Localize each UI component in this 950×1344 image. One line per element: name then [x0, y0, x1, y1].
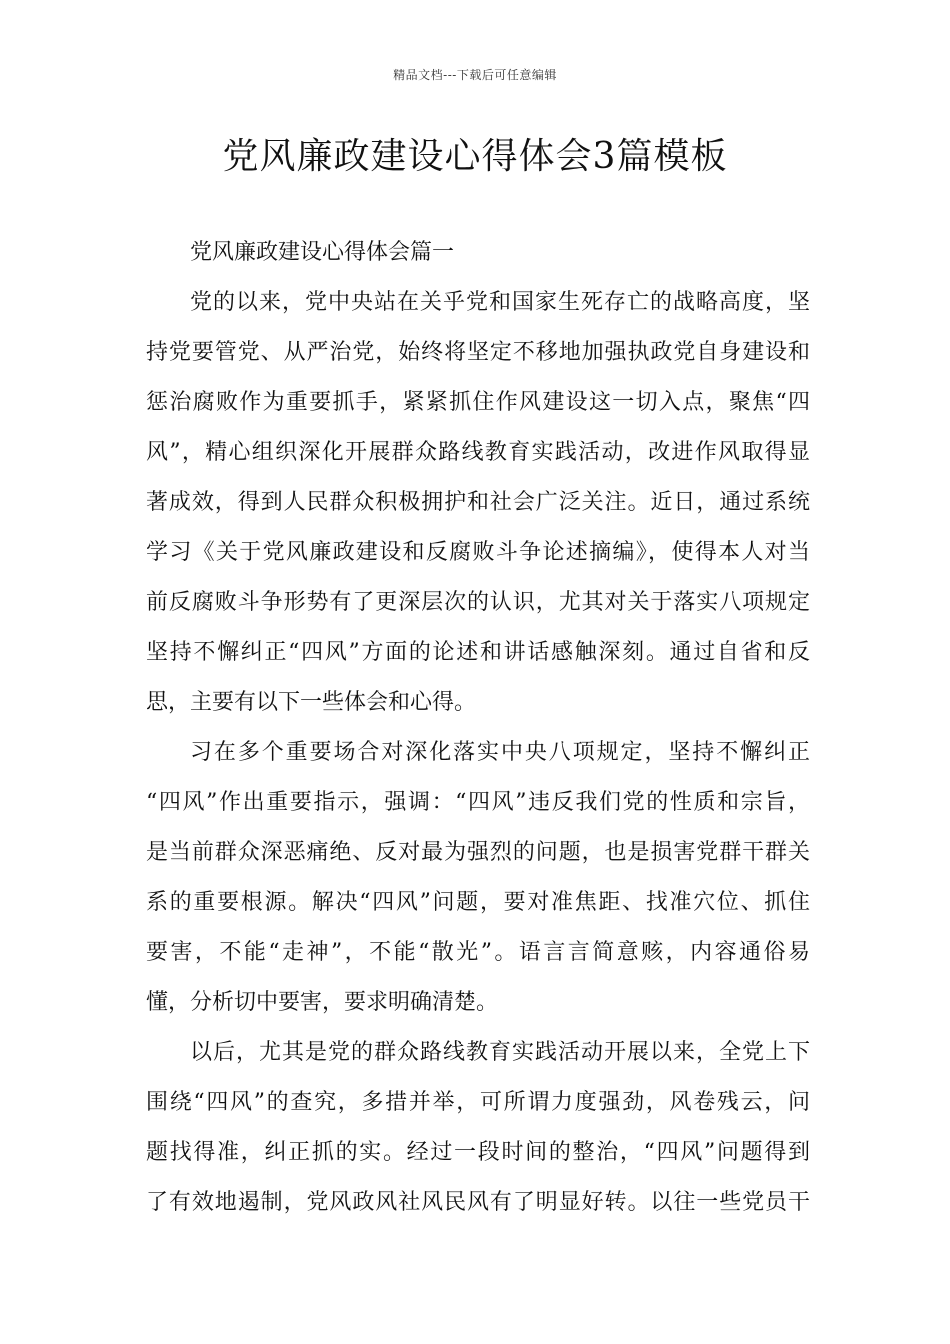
- document-title: 党风廉政建设心得体会3篇模板: [222, 136, 728, 177]
- text-line: 著成效，得到人民群众积极拥护和社会广泛关注。近日，通过系统: [146, 490, 810, 515]
- section-heading: 党风廉政建设心得体会篇一: [190, 240, 455, 265]
- text-line: 坚持不懈纠正“四风”方面的论述和讲话感触深刻。通过自省和反: [146, 640, 810, 665]
- document-body: [146, 228, 810, 1228]
- text-line: 以后，尤其是党的群众路线教育实践活动开展以来，全党上下: [190, 1040, 810, 1065]
- text-line: 系的重要根源。解决“四风”问题，要对准焦距、找准穴位、抓住: [146, 890, 810, 915]
- text-line: 习在多个重要场合对深化落实中央八项规定，坚持不懈纠正: [190, 740, 810, 765]
- text-line: 题找得准，纠正抓的实。经过一段时间的整治，“四风”问题得到: [146, 1140, 810, 1165]
- text-line: 风”，精心组织深化开展群众路线教育实践活动，改进作风取得显: [146, 440, 810, 465]
- text-line: 懂，分析切中要害，要求明确清楚。: [146, 990, 499, 1015]
- text-line: 了有效地遏制，党风政风社风民风有了明显好转。以往一些党员干: [146, 1190, 810, 1215]
- text-line: 是当前群众深恶痛绝、反对最为强烈的问题，也是损害党群干群关: [146, 840, 810, 865]
- text-line: 学习《关于党风廉政建设和反腐败斗争论述摘编》，使得本人对当: [146, 540, 810, 565]
- paragraph-3: [146, 1028, 810, 1228]
- paragraph-2: [146, 728, 810, 1028]
- paragraph-1: [146, 278, 810, 728]
- header-note: 精品文档---下载后可任意编辑: [393, 68, 557, 82]
- text-line: 思，主要有以下一些体会和心得。: [146, 690, 477, 715]
- text-line: 前反腐败斗争形势有了更深层次的认识，尤其对关于落实八项规定: [146, 590, 810, 615]
- text-line: 惩治腐败作为重要抓手，紧紧抓住作风建设这一切入点，聚焦“四: [146, 390, 810, 415]
- text-line: “四风”作出重要指示，强调：“四风”违反我们党的性质和宗旨，: [146, 790, 810, 815]
- text-line: 持党要管党、从严治党，始终将坚定不移地加强执政党自身建设和: [146, 340, 810, 365]
- text-line: 党的以来，党中央站在关乎党和国家生死存亡的战略高度，坚: [190, 290, 810, 315]
- text-line: 围绕“四风”的查究，多措并举，可所谓力度强劲，风卷残云，问: [146, 1090, 810, 1115]
- text-line: 要害，不能“走神”，不能“散光”。语言言简意赅，内容通俗易: [146, 940, 810, 965]
